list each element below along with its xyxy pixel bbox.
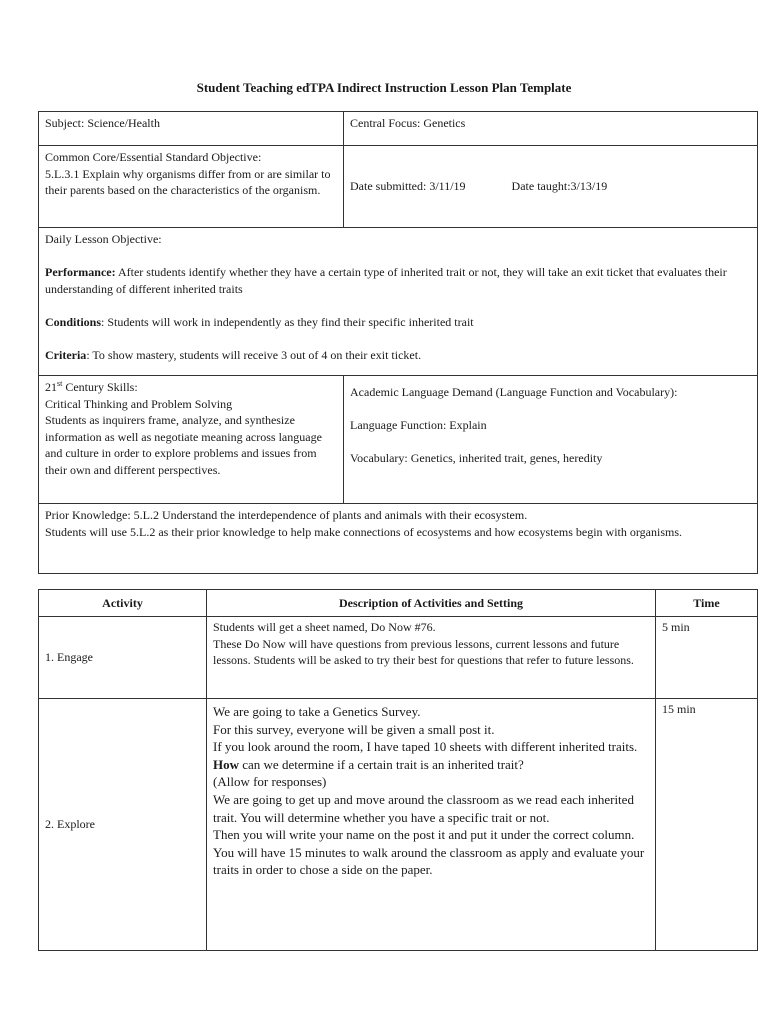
description-explore: We are going to take a Genetics Survey. For this survey, everyone will be given a small post it. If you look around the room, I have taped 10 sheets with different inherited traits. How can we determine if a certain trait is an inherited trait? (Allow for responses) We are going to get up and move around the classroom as we read each inherited trait. You will determine whether you have a specific trait or not. Then you will write your name on the post it and put it under the correct column. You will have 15 minutes to walk around the classroom as apply and evaluate your traits in order to chose a side on the paper. (207, 699, 656, 951)
subject-cell (39, 112, 344, 146)
standard-heading: Common Core/Essential Standard Objective: (45, 150, 262, 164)
header-activity: Activity (39, 590, 207, 617)
vocabulary: Vocabulary: Genetics, inherited trait, genes, heredity (350, 451, 603, 465)
lesson-info-table (38, 111, 758, 574)
performance-label: Performance: (45, 265, 116, 279)
language-function: Language Function: Explain (350, 418, 487, 432)
skills-heading: 21st Century Skills: (45, 379, 138, 394)
skills-text: Students as inquirers frame, analyze, and synthesize information as well as negotiate meaning across language and culture in order to explore problems and issues from their own and different perspectives. (45, 413, 322, 477)
date-submitted: Date submitted: 3/11/19 (350, 179, 466, 194)
standard-text: 5.L.3.1 Explain why organisms differ from or are similar to their parents based on the characteristics of the organism. (45, 166, 331, 197)
description-engage: Students will get a sheet named, Do Now #76. These Do Now will have questions from previous lessons, current lessons and future lessons. Students will be asked to try their best for questions that refer to future lessons. (207, 617, 656, 699)
criteria-text: Criteria: To show mastery, students will receive 3 out of 4 on their exit ticket. (45, 347, 422, 362)
table-row (39, 617, 758, 699)
header-time: Time (656, 590, 758, 617)
prior-knowledge-line1: Prior Knowledge: 5.L.2 Understand the interdependence of plants and animals with their ecosystem. (45, 508, 528, 522)
date-taught: Date taught:3/13/19 (511, 179, 608, 194)
subject-text: Subject: Science/Health (45, 116, 160, 130)
activity-explore: 2. Explore (39, 699, 207, 951)
dates-cell (344, 146, 758, 228)
prior-knowledge-line2: Students will use 5.L.2 as their prior knowledge to help make connections of ecosystems and how ecosystems begin with organisms. (45, 524, 683, 539)
central-focus-cell (344, 112, 758, 146)
academic-language-heading: Academic Language Demand (Language Function and Vocabulary): (350, 385, 678, 399)
daily-objective-heading: Daily Lesson Objective: (45, 232, 162, 246)
page-title: Student Teaching edTPA Indirect Instruction Lesson Plan Template (196, 80, 572, 95)
skills-line1: Critical Thinking and Problem Solving (45, 396, 233, 411)
academic-language-cell (344, 376, 758, 504)
criteria-label: Criteria (45, 347, 87, 362)
activities-table (38, 589, 758, 951)
conditions-text: Conditions: Students will work in independently as they find their specific inherited trait (45, 314, 474, 329)
daily-objective-cell (39, 228, 758, 376)
skills-cell (39, 376, 344, 504)
performance-text: Performance: After students identify whether they have a certain type of inherited trait or not, they will take an exit ticket that evaluates their understanding of different inherited traits (45, 265, 727, 296)
header-description: Description of Activities and Setting (207, 590, 656, 617)
central-focus-text: Central Focus: Genetics (350, 116, 466, 130)
activity-engage: 1. Engage (39, 617, 207, 699)
time-explore: 15 min (656, 699, 758, 951)
table-row (39, 699, 758, 951)
prior-knowledge-cell (39, 504, 758, 574)
time-engage: 5 min (656, 617, 758, 699)
conditions-label: Conditions (45, 314, 102, 329)
standard-cell (39, 146, 344, 228)
